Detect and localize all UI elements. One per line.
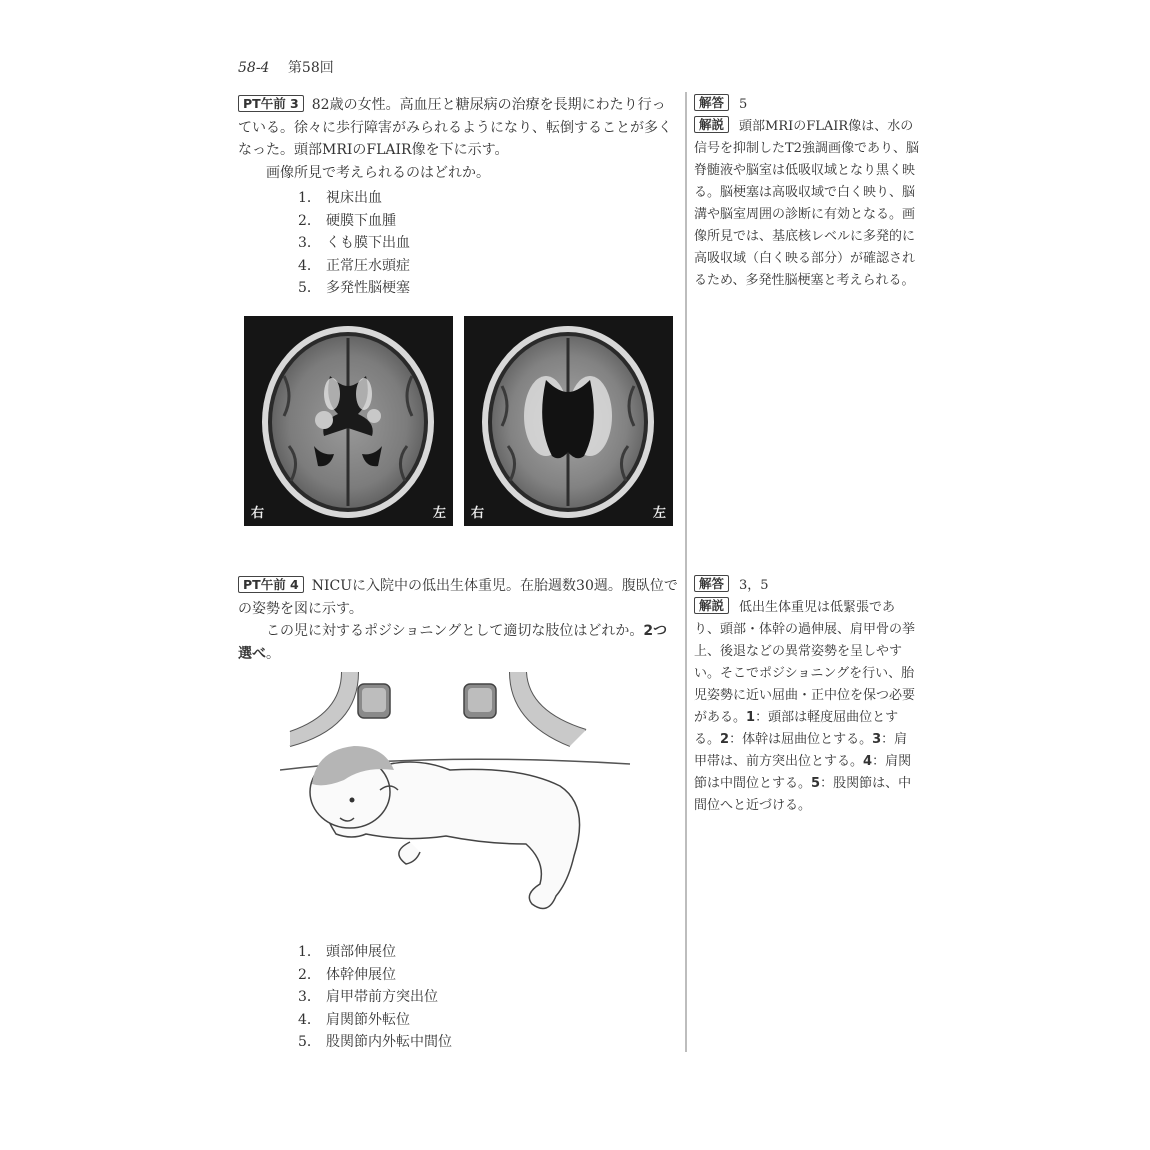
question-1 xyxy=(238,94,678,300)
infant-prone-illustration xyxy=(280,672,640,927)
choice-item[interactable]: 3． 肩甲帯前方突出位 xyxy=(298,989,438,1005)
answer-2 xyxy=(694,575,919,817)
mri-image-2 xyxy=(464,316,673,526)
choice-item[interactable]: 4． 肩関節外転位 xyxy=(298,1011,410,1028)
choice-item[interactable]: 5． 多発性脳梗塞 xyxy=(298,280,410,296)
question-2-choices xyxy=(238,941,738,1054)
choice-item[interactable]: 3． くも膜下出血 xyxy=(298,235,410,251)
explanation-2: 解説 低出生体重児は低緊張であり、頭部・体幹の過伸展、肩甲骨の挙上、後退などの異常姿勢を呈しやすい。そこでポジショニングを行い、胎児姿勢に近い屈曲・正中位を保つ必要がある。1：頭部は軽度屈曲位とする。2：体幹は屈曲位とする。3：肩甲帯は、前方突出位とする。4：肩関節は中間位とする。5：股関節は、中間位へと近づける。 xyxy=(694,598,916,813)
question-1-tag: PT午前 3 xyxy=(238,95,304,112)
question-2-stem: NICUに入院中の低出生体重児。在胎週数30週。腹臥位での姿勢を図に示す。 xyxy=(238,578,678,617)
page-number: 58-4 xyxy=(238,60,270,76)
explanation-1-tag: 解説 xyxy=(694,116,729,133)
section-title: 第58回 xyxy=(287,60,334,76)
answer-2-tag: 解答 xyxy=(694,575,729,592)
question-2-ask-para: この児に対するポジショニングとして適切な肢位はどれか。2つ選べ。 xyxy=(238,623,668,662)
brain-mri-illustration xyxy=(244,316,453,526)
answer-2-line xyxy=(694,575,919,597)
column-divider xyxy=(685,92,687,1052)
choice-item[interactable]: 2． 硬膜下血腫 xyxy=(298,212,396,229)
mri-2-left-label: 左 xyxy=(652,506,666,521)
choice-item[interactable]: 2． 体幹伸展位 xyxy=(298,966,396,983)
explanation-1 xyxy=(694,116,919,292)
question-2-tag: PT午前 4 xyxy=(238,576,304,593)
answer-1-line xyxy=(694,94,919,116)
explanation-1-text: 頭部MRIのFLAIR像は、水の信号を抑制したT2強調画像であり、脳脊髄液や脳室は低吸収域となり黒く映る。脳梗塞は高吸収域で白く映り、脳溝や脳室周囲の診断に有効となる。画像所見では、基底核レベルに多発的に高吸収域（白く映る部分）が確認されるため、多発性脳梗塞と考えられる。 xyxy=(694,119,919,288)
question-2-ask: この児に対するポジショニングとして適切な肢位はどれか。 xyxy=(266,623,644,639)
answer-1-value: 5 xyxy=(739,97,748,112)
answer-2-value: 3，5 xyxy=(739,578,769,593)
mri-1-left-label: 左 xyxy=(432,506,446,521)
mri-2-right-label: 右 xyxy=(471,506,485,521)
explanation-2-tag: 解説 xyxy=(694,597,729,614)
choice-item[interactable]: 1． 頭部伸展位 xyxy=(298,944,396,960)
page-header xyxy=(238,57,334,77)
choice-item[interactable]: 5． 股関節内外転中間位 xyxy=(298,1034,452,1050)
question-2 xyxy=(238,575,678,665)
question-1-choices xyxy=(238,187,678,300)
choice-item[interactable]: 1． 視床出血 xyxy=(298,190,382,206)
question-1-stem: 82歳の女性。高血圧と糖尿病の治療を長期にわたり行っている。徐々に歩行障害がみられるようになり、転倒することが多くなった。頭部MRIのFLAIR像を下に示す。 xyxy=(238,97,672,158)
answer-1-tag: 解答 xyxy=(694,94,729,111)
question-1-stem-para xyxy=(238,94,678,162)
choice-item[interactable]: 4． 正常圧水頭症 xyxy=(298,257,410,274)
question-2-ask-bold: 2つ選べ xyxy=(238,623,668,662)
brain-mri-illustration xyxy=(464,316,673,526)
question-1-ask: 画像所見で考えられるのはどれか。 xyxy=(266,164,490,181)
answer-1 xyxy=(694,94,919,292)
mri-1-right-label: 右 xyxy=(251,506,265,521)
question-2-stem-para xyxy=(238,575,678,620)
mri-image-1 xyxy=(244,316,453,526)
